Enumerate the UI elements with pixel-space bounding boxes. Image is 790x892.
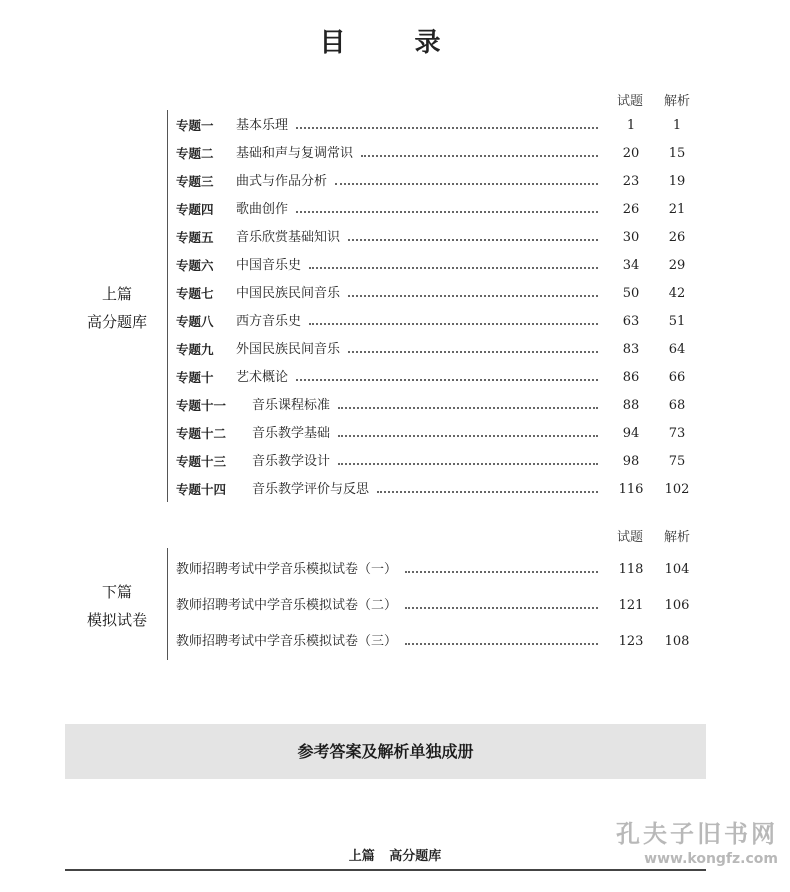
- col-header-analysis: 解析: [664, 94, 691, 109]
- section-subtitle: 模拟试卷: [86, 611, 147, 629]
- topic-number: 专题二: [176, 146, 214, 161]
- leader-dots: [348, 351, 598, 353]
- answer-booklet-banner: 参考答案及解析单独成册: [65, 724, 706, 779]
- analysis-page-number: 68: [668, 398, 686, 413]
- question-page-number: 23: [622, 174, 640, 189]
- toc-entry[interactable]: [176, 594, 716, 618]
- question-page-number: 50: [622, 286, 640, 301]
- question-page-number: 20: [622, 146, 640, 161]
- leader-dots: [296, 127, 598, 129]
- question-page-number: 118: [618, 562, 644, 577]
- analysis-page-number: 51: [668, 314, 686, 329]
- analysis-page-number: 1: [672, 118, 682, 133]
- toc-entry[interactable]: [176, 198, 716, 222]
- entry-title: 中国音乐史: [236, 258, 302, 273]
- analysis-page-number: 66: [668, 370, 686, 385]
- toc-entry[interactable]: [176, 282, 716, 306]
- toc-entry[interactable]: [176, 338, 716, 362]
- leader-dots: [348, 295, 598, 297]
- entry-title: 基础和声与复调常识: [236, 146, 354, 161]
- question-page-number: 98: [622, 454, 640, 469]
- question-page-number: 88: [622, 398, 640, 413]
- entry-title: 基本乐理: [236, 118, 289, 133]
- toc-entry[interactable]: [176, 478, 716, 502]
- question-page-number: 121: [618, 598, 644, 613]
- leader-dots: [405, 643, 598, 645]
- question-page-number: 83: [622, 342, 640, 357]
- analysis-page-number: 29: [668, 258, 686, 273]
- leader-dots: [361, 155, 598, 157]
- col-header-questions: 试题: [617, 530, 644, 545]
- section-divider: [167, 548, 168, 660]
- analysis-page-number: 19: [668, 174, 686, 189]
- toc-entry[interactable]: [176, 558, 716, 582]
- leader-dots: [338, 407, 598, 409]
- toc-entry[interactable]: [176, 254, 716, 278]
- entry-title: 歌曲创作: [236, 202, 289, 217]
- topic-number: 专题四: [176, 202, 214, 217]
- section-subtitle: 高分题库: [86, 313, 147, 331]
- question-page-number: 116: [618, 482, 644, 497]
- watermark: [598, 814, 778, 867]
- analysis-page-number: 42: [668, 286, 686, 301]
- question-page-number: 94: [622, 426, 640, 441]
- leader-dots: [309, 267, 598, 269]
- toc-entry[interactable]: [176, 170, 716, 194]
- entry-title: 西方音乐史: [236, 314, 302, 329]
- topic-number: 专题十一: [176, 398, 227, 413]
- toc-entry[interactable]: [176, 114, 716, 138]
- topic-number: 专题九: [176, 342, 214, 357]
- question-page-number: 86: [622, 370, 640, 385]
- leader-dots: [309, 323, 598, 325]
- leader-dots: [348, 239, 598, 241]
- question-page-number: 30: [622, 230, 640, 245]
- toc-entry[interactable]: [176, 422, 716, 446]
- col-header-analysis: 解析: [664, 530, 691, 545]
- topic-number: 专题五: [176, 230, 214, 245]
- topic-number: 专题六: [176, 258, 214, 273]
- section-title: 上篇: [101, 285, 132, 303]
- leader-dots: [338, 463, 598, 465]
- entry-title: 音乐教学基础: [252, 426, 331, 441]
- analysis-page-number: 75: [668, 454, 686, 469]
- topic-number: 专题十: [176, 370, 214, 385]
- col-header-questions: 试题: [617, 94, 644, 109]
- entry-title: 音乐欣赏基础知识: [236, 230, 341, 245]
- analysis-page-number: 106: [664, 598, 690, 613]
- analysis-page-number: 102: [664, 482, 690, 497]
- leader-dots: [296, 379, 598, 381]
- question-page-number: 63: [622, 314, 640, 329]
- toc-entry[interactable]: [176, 630, 716, 654]
- question-page-number: 123: [618, 634, 644, 649]
- topic-number: 专题一: [176, 118, 214, 133]
- topic-number: 专题七: [176, 286, 214, 301]
- watermark-logo-text: 孔夫子旧书网: [616, 820, 778, 848]
- question-page-number: 26: [622, 202, 640, 217]
- analysis-page-number: 26: [668, 230, 686, 245]
- entry-title: 音乐教学设计: [252, 454, 331, 469]
- question-page-number: 34: [622, 258, 640, 273]
- question-page-number: 1: [626, 118, 636, 133]
- topic-number: 专题十四: [176, 482, 227, 497]
- section-title: 下篇: [101, 583, 132, 601]
- toc-entry[interactable]: [176, 142, 716, 166]
- analysis-page-number: 104: [664, 562, 690, 577]
- leader-dots: [405, 571, 598, 573]
- entry-title: 曲式与作品分析: [236, 174, 328, 189]
- analysis-page-number: 73: [668, 426, 686, 441]
- entry-title: 外国民族民间音乐: [236, 342, 341, 357]
- entry-title: 中国民族民间音乐: [236, 286, 341, 301]
- entry-title: 教师招聘考试中学音乐模拟试卷（一）: [176, 562, 398, 577]
- topic-number: 专题十三: [176, 454, 227, 469]
- upper-section-label: [72, 280, 162, 336]
- toc-entry[interactable]: [176, 310, 716, 334]
- topic-number: 专题十二: [176, 426, 227, 441]
- analysis-page-number: 108: [664, 634, 690, 649]
- leader-dots: [296, 211, 598, 213]
- leader-dots: [335, 183, 598, 185]
- toc-entry[interactable]: [176, 450, 716, 474]
- watermark-url: www.kongfz.com: [644, 851, 778, 867]
- running-footer: 上篇 高分题库: [348, 849, 442, 864]
- entry-title: 教师招聘考试中学音乐模拟试卷（三）: [176, 634, 398, 649]
- analysis-page-number: 64: [668, 342, 686, 357]
- entry-title: 教师招聘考试中学音乐模拟试卷（二）: [176, 598, 398, 613]
- entry-title: 音乐课程标准: [252, 398, 331, 413]
- leader-dots: [338, 435, 598, 437]
- entry-title: 艺术概论: [236, 370, 289, 385]
- toc-entry[interactable]: [176, 366, 716, 390]
- entry-title: 音乐教学评价与反思: [252, 482, 370, 497]
- toc-entry[interactable]: [176, 394, 716, 418]
- analysis-page-number: 15: [668, 146, 686, 161]
- section-divider: [167, 110, 168, 502]
- analysis-page-number: 21: [668, 202, 686, 217]
- leader-dots: [405, 607, 598, 609]
- topic-number: 专题八: [176, 314, 214, 329]
- topic-number: 专题三: [176, 174, 214, 189]
- lower-section-label: [72, 578, 162, 634]
- page-title: 目 录: [319, 28, 471, 58]
- toc-entry[interactable]: [176, 226, 716, 250]
- footer-rule: [65, 869, 706, 871]
- leader-dots: [377, 491, 598, 493]
